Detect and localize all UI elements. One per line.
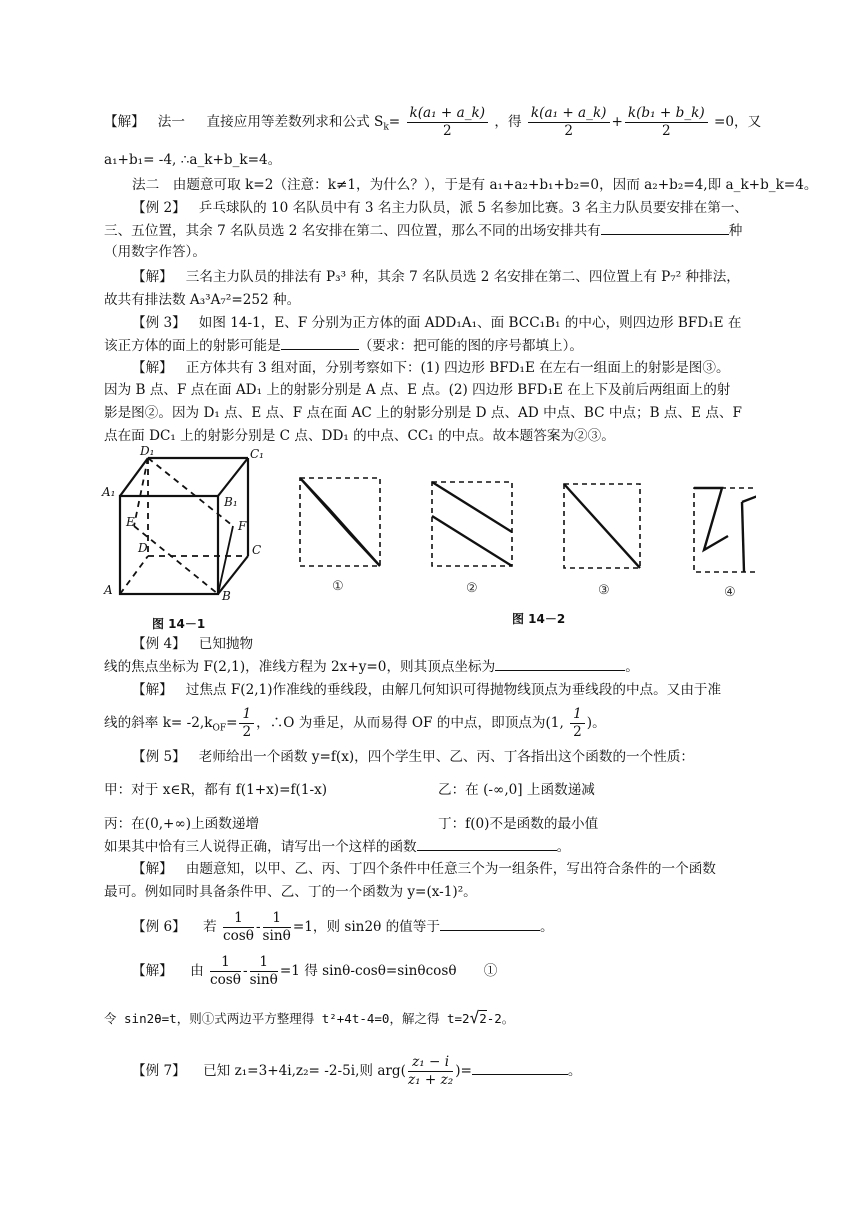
text: 直接应用等差数列求和公式 S (206, 114, 384, 130)
shape-4c (742, 502, 744, 572)
fraction (625, 105, 708, 140)
text: =0，又 (713, 114, 762, 130)
ex6-sol-line2 (104, 1008, 780, 1029)
text: - (255, 919, 261, 935)
sol1-line3: 法二 由题意可取 k=2（注意：k≠1，为什么？），于是有 a₁+a₂+b₁+b₂=0，因而 a₂+b₂=4,即 a_k+b_k=4。 (132, 177, 818, 193)
label-D1: D₁ (140, 444, 155, 458)
ex3-sol-line3: 影是图②。因为 D₁ 点、E 点、F 点在面 AC 上的射影分别是 D 点、AD 中点、BC 中点；B 点、E 点、F (104, 405, 742, 421)
text: 线的斜率 k= -2,k (104, 715, 213, 731)
numerator: z₁ − i (408, 1054, 453, 1072)
sqrt-sign: √ (469, 1008, 480, 1027)
ex5-bing: 丙：在(0,+∞)上函数递增 (104, 816, 260, 832)
text: 。 (567, 1063, 582, 1079)
text: )。 (586, 715, 606, 731)
method-label: 法一 (157, 114, 185, 130)
text: ，∴O 为垂足，从而易得 OF 的中点，即顶点为(1, (256, 715, 564, 731)
ex2-line1 (132, 198, 808, 218)
ex6-sol-line1 (132, 950, 808, 992)
shape-1 (300, 478, 380, 566)
denominator: 2 (564, 123, 574, 139)
text: + (611, 114, 623, 130)
numerator: 1 (210, 954, 241, 972)
denominator: cosθ (210, 972, 241, 988)
fraction-half (570, 706, 585, 741)
text: 令 sin2θ=t，则①式两边平方整理得 t²+4t-4=0，解之得 t=2 (104, 1011, 470, 1026)
label-F: F (238, 519, 247, 533)
ex5-ding: 丁：f(0)不是函数的最小值 (438, 816, 599, 832)
text: 如图 14-1，E、F 分别为正方体的面 ADD₁A₁、面 BCC₁B₁ 的中心，则四边形 BFD₁E 在 (198, 315, 742, 331)
ex6-line1 (132, 906, 808, 948)
ex4-sol-line1 (132, 680, 808, 700)
label-A1: A₁ (102, 485, 116, 499)
denominator: 2 (661, 123, 671, 139)
text: 乒乓球队的 10 名队员中有 3 名主力队员，派 5 名参加比赛。3 名主力队员要安排在第一、 (198, 200, 749, 216)
numerator: 1 (239, 706, 254, 724)
sol-tag: 【解】 (132, 861, 173, 877)
fraction (250, 954, 278, 989)
text: 已知抛物 (198, 636, 254, 652)
ex3-sol-line4: 点在面 DC₁ 上的射影分别是 C 点、DD₁ 的中点、CC₁ 的中点。故本题答案为②③。 (104, 428, 615, 444)
text: 线的焦点坐标为 F(2,1)，准线方程为 2x+y=0，则其顶点坐标为 (104, 659, 496, 675)
example-tag: 【例 2】 (132, 200, 186, 216)
ex5-line1 (132, 747, 808, 767)
label-B1: B₁ (224, 495, 238, 509)
fraction (210, 954, 241, 989)
sol-tag: 【解】 (132, 963, 173, 979)
text: 。 (625, 659, 639, 675)
ex2-line3: （用数字作答）。 (104, 244, 206, 260)
label-A: A (104, 583, 113, 597)
example-tag: 【例 7】 (132, 1063, 186, 1079)
shape-4b (742, 492, 756, 502)
denominator: 2 (573, 724, 582, 740)
ex3-sol-line2: 因为 B 点、F 点在面 AD₁ 上的射影分别是 A 点、E 点。(2) 四边形 BFD₁E 在上下及前后两组面上的射 (104, 382, 731, 398)
text: 正方体共有 3 组对面，分别考察如下：(1) 四边形 BFD₁E 在左右一组面上的射影是图③。 (185, 360, 730, 376)
text: 由题意知，以甲、乙、丙、丁四个条件中任意三个为一组条件，写出符合条件的一个函数 (185, 861, 716, 877)
denominator: 2 (242, 724, 252, 740)
ex3-line2 (104, 335, 780, 356)
sol1-line2: a₁+b₁= -4, ∴a_k+b_k=4。 (104, 152, 282, 168)
text: 。 (539, 919, 554, 935)
denominator: sinθ (262, 928, 291, 944)
text: =1 得 sinθ-cosθ=sinθcosθ ① (279, 963, 498, 979)
text: 如果其中恰有三人说得正确，请写出一个这样的函数 (104, 839, 417, 855)
text: 若 (203, 919, 217, 935)
ex5-question (104, 836, 780, 857)
figure-caption-14-2: 图 14－2 (512, 612, 566, 626)
ex2-line2 (104, 220, 780, 241)
fraction-half (239, 706, 254, 741)
label-B: B (222, 589, 231, 603)
sol-tag: 【解】 (132, 360, 173, 376)
fraction (408, 1054, 453, 1089)
text: 种 (728, 223, 743, 239)
numerator: k(b₁ + b_k) (625, 105, 708, 123)
ex5-sol-line1 (132, 859, 808, 879)
label-D: D (138, 541, 148, 555)
text: 该正方体的面上的射影可能是 (104, 338, 281, 354)
ex7-line1 (132, 1050, 808, 1092)
text: 由 (190, 963, 204, 979)
text: 老师给出一个函数 y=f(x)，四个学生甲、乙、丙、丁各指出这个函数的一个性质： (198, 749, 695, 765)
ex4-sol-line2 (104, 704, 780, 742)
ex2-sol-line2: 故共有排法数 A₃³A₇²=252 种。 (104, 292, 301, 308)
ex3-sol-line1 (132, 358, 808, 378)
ex2-sol-line1 (132, 267, 808, 287)
text: 三名主力队员的排法有 P₃³ 种，其余 7 名队员选 2 名安排在第二、四位置上有 P₇² 种排法， (185, 269, 740, 285)
subscript: OF (212, 723, 227, 734)
fraction (223, 910, 254, 945)
figure-caption-14-1: 图 14－1 (152, 617, 206, 631)
sol-tag: 【解】 (104, 114, 145, 130)
ex5-yi: 乙：在 (-∞,0] 上函数递减 (438, 782, 595, 798)
panel-3-label: ③ (598, 583, 610, 598)
sol1-line1 (104, 102, 780, 142)
answer-blank[interactable] (495, 656, 625, 671)
sol-tag: 【解】 (132, 682, 173, 698)
cube-figure (100, 444, 270, 634)
text: 已知 z₁=3+4i,z₂= -2-5i,则 arg( (203, 1063, 406, 1079)
panel-2-label: ② (466, 581, 478, 596)
text: = (388, 114, 401, 130)
answer-blank[interactable] (601, 220, 729, 235)
label-E: E (126, 515, 135, 529)
shape-4a (694, 488, 728, 550)
text: - (242, 963, 248, 979)
sqrt-radicand: 2 (479, 1011, 487, 1026)
fraction (407, 105, 489, 140)
numerator: k(a₁ + a_k) (407, 105, 489, 123)
text: -2。 (486, 1011, 515, 1026)
example-tag: 【例 6】 (132, 919, 186, 935)
text: （要求：把可能的图的序号都填上）。 (358, 338, 584, 354)
text: 。 (556, 839, 571, 855)
numerator: 1 (263, 910, 291, 928)
denominator: 2 (442, 123, 452, 139)
sol-tag: 【解】 (132, 269, 173, 285)
text: = (226, 715, 238, 731)
numerator: 1 (570, 706, 585, 724)
text: 过焦点 F(2,1)作准线的垂线段，由解几何知识可得抛物线顶点为垂线段的中点。又由于准 (185, 682, 722, 698)
example-tag: 【例 5】 (132, 749, 186, 765)
ex4-line2 (104, 656, 780, 677)
subscript: k (383, 122, 389, 133)
fraction (528, 105, 610, 140)
fraction (263, 910, 291, 945)
panel-4-label: ④ (724, 585, 736, 600)
answer-blank[interactable] (440, 916, 540, 931)
text: =1，则 sin2θ 的值等于 (292, 919, 440, 935)
example-tag: 【例 3】 (132, 315, 186, 331)
denominator: sinθ (249, 972, 278, 988)
denominator: cosθ (222, 928, 254, 944)
denominator: z₁ + z₂ (407, 1072, 454, 1088)
ex3-line1 (132, 313, 808, 333)
text: )= (455, 1063, 472, 1079)
text: 三、五位置，其余 7 名队员选 2 名安排在第二、四位置，那么不同的出场安排共有 (104, 223, 601, 239)
ex4-line1 (132, 634, 808, 654)
ex5-sol-line2: 最可。例如同时具备条件甲、乙、丁的一个函数为 y=(x-1)²。 (104, 884, 477, 900)
numerator: 1 (250, 954, 278, 972)
answer-blank[interactable] (472, 1060, 568, 1075)
answer-blank[interactable] (281, 335, 359, 350)
label-C: C (252, 543, 262, 557)
answer-blank[interactable] (417, 836, 557, 851)
ex5-jia: 甲：对于 x∈R，都有 f(1+x)=f(1-x) (104, 782, 328, 798)
text: ，得 (494, 114, 522, 130)
example-tag: 【例 4】 (132, 636, 186, 652)
numerator: 1 (223, 910, 254, 928)
label-C1: C₁ (250, 447, 264, 461)
numerator: k(a₁ + a_k) (528, 105, 610, 123)
panel-1-label: ① (332, 579, 344, 594)
